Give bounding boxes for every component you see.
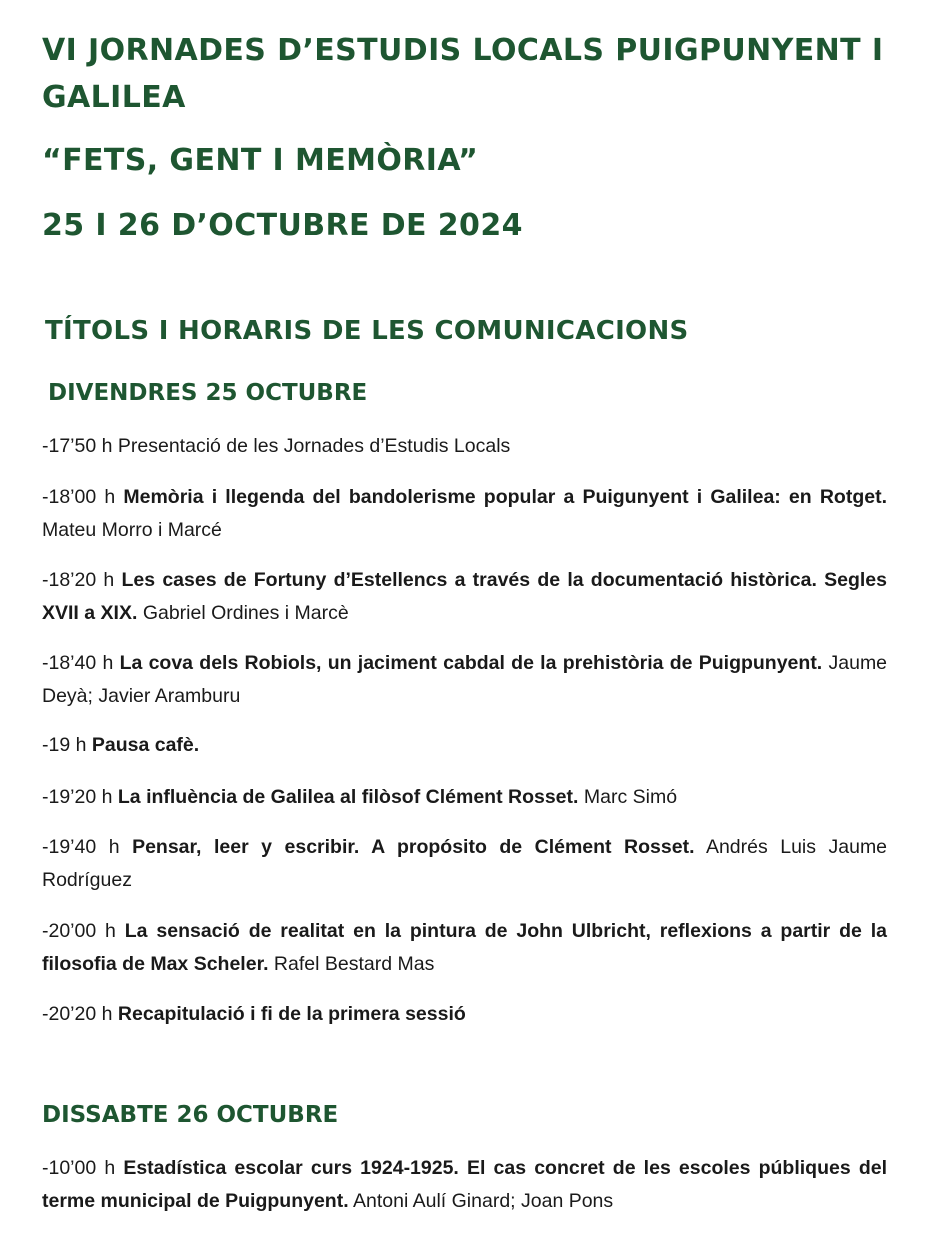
entry-title: Les cases de Fortuny d’Estellencs a través de la documentació històrica. Segles XVII a XIX. — [42, 569, 888, 624]
entry-time: -20’20 h — [42, 1003, 113, 1025]
entry-title: Recapitulació i fi de la primera sessió — [117, 1003, 466, 1025]
entry-author: Jaume Deyà; Javier Aramburu — [42, 652, 888, 707]
entry-time: -17’50 h — [42, 435, 113, 457]
schedule-entry — [42, 998, 887, 1031]
entry-time: -18’20 h — [42, 569, 115, 591]
section-title: TÍTOLS I HORARIS DE LES COMUNICACIONS — [45, 316, 689, 346]
day-heading-friday: DIVENDRES 25 OCTUBRE — [48, 380, 368, 406]
entry-time: -20’00 h — [42, 920, 116, 942]
entry-author: Antoni Aulí Ginard; Joan Pons — [352, 1190, 614, 1212]
schedule-entry — [42, 915, 887, 981]
entry-title: Memòria i llegenda del bandolerisme popular a Puigunyent i Galilea: en Rotget. — [123, 486, 887, 508]
schedule-entry — [42, 781, 887, 814]
entry-time: -18’40 h — [42, 652, 114, 674]
event-subtitle: “FETS, GENT I MEMÒRIA” — [42, 143, 479, 178]
entry-author: Gabriel Ordines i Marcè — [142, 602, 349, 624]
entry-author: Mateu Morro i Marcé — [42, 519, 222, 541]
entry-title: La sensació de realitat en la pintura de John Ulbricht, reflexions a partir de la filosofia de Max Scheler. — [42, 920, 887, 975]
schedule-entry — [42, 430, 887, 463]
day-heading-saturday: DISSABTE 26 OCTUBRE — [42, 1102, 339, 1128]
schedule-entry — [42, 647, 887, 713]
entry-title: Pausa cafè. — [91, 734, 200, 756]
entry-time: -10’00 h — [42, 1157, 116, 1179]
entry-time: -19’20 h — [42, 786, 113, 808]
entry-title: La cova dels Robiols, un jaciment cabdal de la prehistòria de Puigpunyent. — [119, 652, 823, 674]
schedule-entry — [42, 729, 887, 762]
schedule-entry — [42, 831, 887, 897]
event-date: 25 I 26 D’OCTUBRE DE 2024 — [42, 208, 523, 243]
entry-title: Estadística escolar curs 1924-1925. El cas concret de les escoles públiques del terme municipal de Puigpunyent. — [42, 1157, 888, 1212]
entry-title: La influència de Galilea al filòsof Clément Rosset. — [117, 786, 579, 808]
schedule-entry — [42, 564, 887, 630]
entry-time: -19 h — [42, 734, 87, 756]
entry-description: Presentació de les Jornades d’Estudis Locals — [117, 435, 511, 457]
event-title-line-2: GALILEA — [42, 80, 186, 115]
entry-time: -18’00 h — [42, 486, 116, 508]
entry-author: Rafel Bestard Mas — [273, 953, 435, 975]
schedule-entry — [42, 481, 887, 547]
entry-author: Andrés Luis Jaume Rodríguez — [42, 836, 888, 891]
event-title-line-1: VI JORNADES D’ESTUDIS LOCALS PUIGPUNYENT I — [42, 33, 884, 68]
entry-title: Pensar, leer y escribir. A propósito de Clément Rosset. — [132, 836, 695, 858]
schedule-entry — [42, 1152, 887, 1218]
entry-author: Marc Simó — [583, 786, 678, 808]
entry-time: -19’40 h — [42, 836, 120, 858]
